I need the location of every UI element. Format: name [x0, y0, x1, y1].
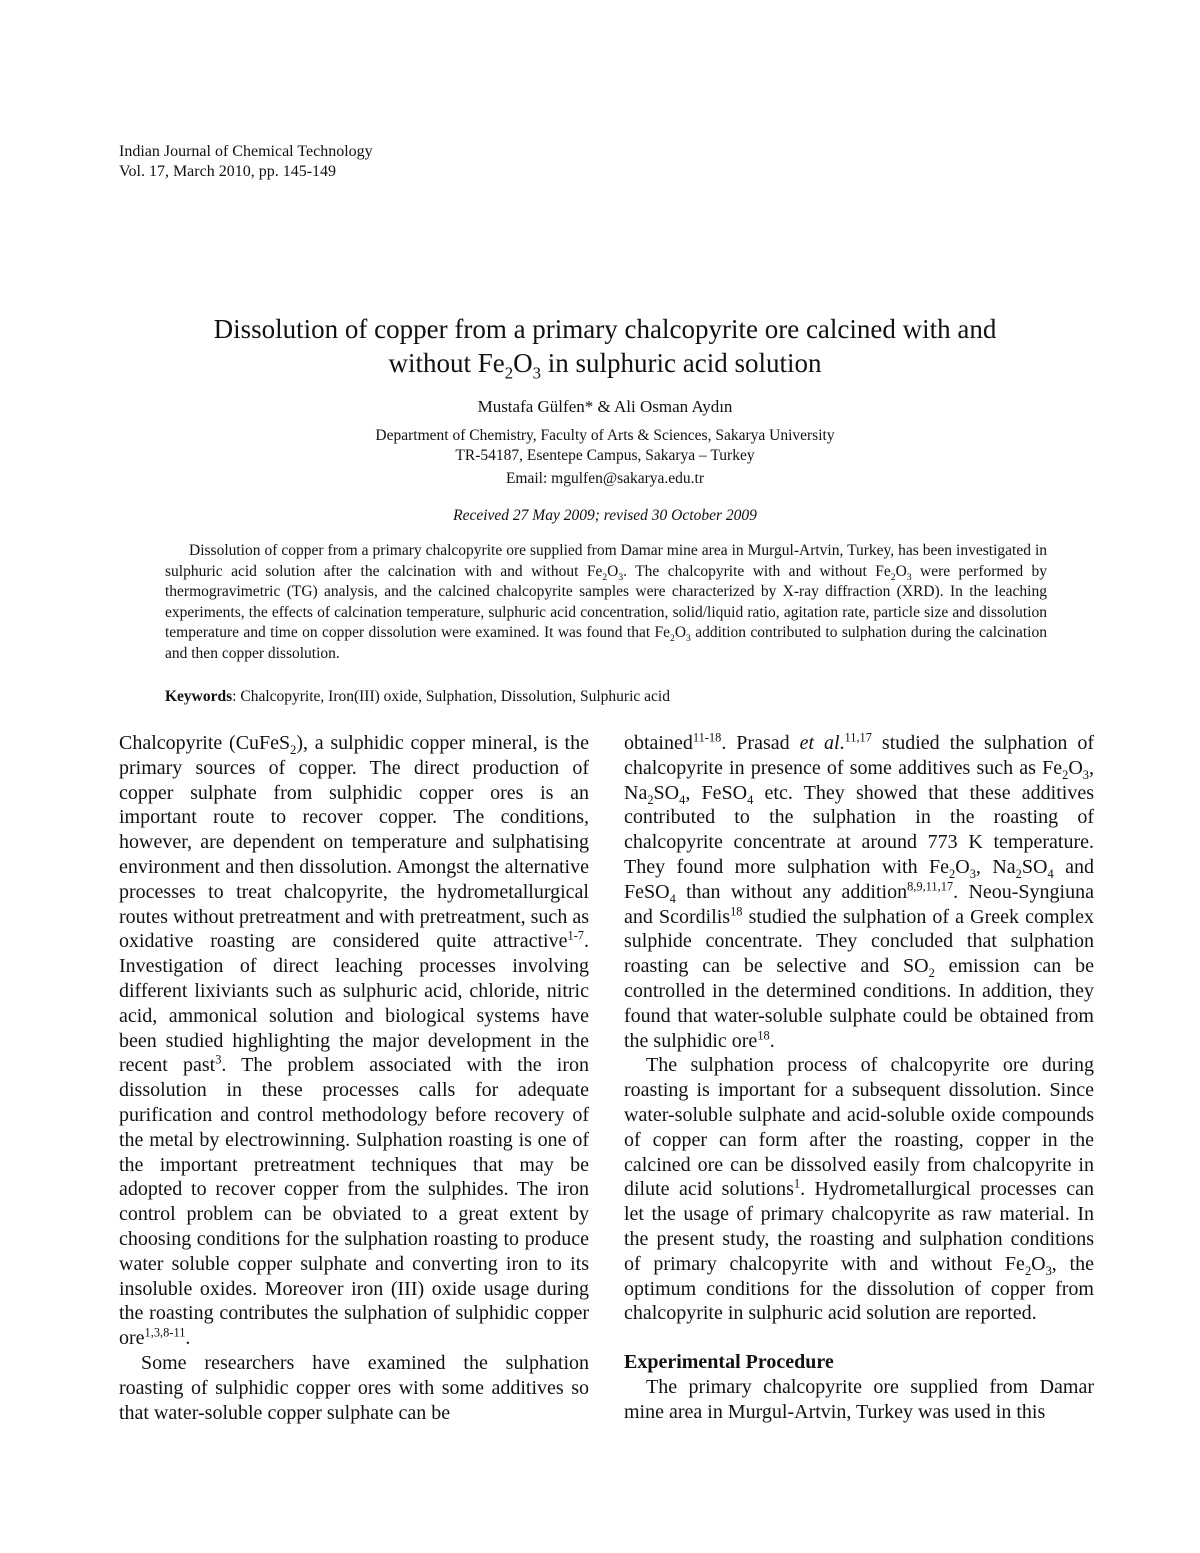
title-line-2: without $Fe_2O_3$ in sulphuric acid solution — [388, 348, 822, 383]
title-line-1: Dissolution of copper from a primary chalcopyrite ore calcined with and — [213, 314, 997, 344]
paragraph-sulphation-process: The sulphation process of chalcopyrite ore during roasting is important for a subsequent dissolution. Since water-soluble sulphate and acid-soluble oxide compounds of copper can form after the roasting, copper in the calcined ore can be dissolved easily from chalcopyrite in dilute acid solutions$^1$. Hydrometallurgical processes can let the usage of primary chalcopyrite as raw material. In the present study, the roasting and sulphation conditions of primary chalcopyrite with and without $Fe_2O_3$, the optimum conditions for the dissolution of copper from chalcopyrite in sulphuric acid solution are reported. — [624, 1054, 1094, 1325]
journal-issue: Vol. 17, March 2010, pp. 145-149 — [119, 163, 337, 180]
affiliation-line-2: TR-54187, Esentepe Campus, Sakarya – Turkey — [455, 447, 755, 464]
section-heading-experimental: Experimental Procedure — [624, 1351, 834, 1374]
author-email: Email: mgulfen@sakarya.edu.tr — [505, 470, 705, 487]
paragraph-prasad: obtained$^{11-18}$. Prasad et al.$^{11,17}$ studied the sulphation of chalcopyrite in presence of some additives such as $Fe_2O_3$, $Na_2SO_4$, FeSO$_4$ etc. They showed that these additives contributed to the sulphation in the roasting of chalcopyrite concentrate at around 773 K temperature. They found more sulphation with $Fe_2O_3$, $Na_2SO_4$ and FeSO$_4$ than without any addition$^{8,9,11,17}$. Neou-Syngiuna and Scordilis$^{18}$ studied the sulphation of a Greek complex sulphide concentrate. They concluded that sulphation roasting can be selective and $SO_2$ emission can be controlled in the determined conditions. In addition, they found that water-soluble sulphate could be obtained from the sulphidic ore$^{18}$. — [624, 730, 1095, 1052]
paragraph-researchers: Some researchers have examined the sulphation roasting of sulphidic copper ores with some additives so that water-soluble copper sulphate can be — [119, 1351, 589, 1424]
received-dates: Received 27 May 2009; revised 30 October 2009 — [453, 507, 757, 524]
keywords-label: Keywords — [165, 688, 233, 705]
keywords-text: : Chalcopyrite, Iron(III) oxide, Sulphation, Dissolution, Sulphuric acid — [232, 688, 670, 705]
abstract: Dissolution of copper from a primary chalcopyrite ore supplied from Damar mine area in Murgul-Artvin, Turkey, has been investigated in sulphuric acid solution after the calcination with and without $Fe_2O_3$. The chalcopyrite with and without $Fe_2O_3$ were performed by thermogravimetric (TG) analysis, and the calcined chalcopyrite samples were characterized by X-ray diffraction (XRD). In the leaching experiments, the effects of calcination temperature, sulphuric acid concentration, solid/liquid ratio, agitation rate, particle size and dissolution temperature and time on copper dissolution were examined. It was found that $Fe_2O_3$ addition contributed to sulphation during the calcination and then copper dissolution. — [165, 542, 1048, 662]
body-column-left — [119, 731, 589, 1425]
paper-title — [100, 312, 1110, 383]
paragraph-intro: Chalcopyrite (CuFeS$_2$), a sulphidic copper mineral, is the primary sources of copper. The direct production of copper sulphate from sulphidic copper ores is an important route to recover copper. The conditions, however, are dependent on temperature and sulphatising environment and then dissolution. Amongst the alternative processes to treat chalcopyrite, the hydrometallurgical routes without pretreatment and with pretreatment, such as oxidative roasting are considered quite attractive$^{1-7}$. Investigation of direct leaching processes involving different lixiviants such as sulphuric acid, chloride, nitric acid, ammonical solution and biological systems have been studied highlighting the major development in the recent past$^3$. The problem associated with the iron dissolution in these processes calls for adequate purification and control methodology before recovery of the metal by electrowinning. Sulphation roasting is one of the important pretreatment techniques that may be adopted to recover copper from the sulphides. The iron control problem can be obviated to a great extent by choosing conditions for the sulphation roasting to produce water soluble copper sulphate and converting iron to its insoluble oxides. Moreover iron (III) oxide usage during the roasting contributes the sulphation of sulphidic copper ore$^{1,3,8-11}$. — [119, 732, 589, 1350]
journal-name: Indian Journal of Chemical Technology — [119, 143, 373, 160]
affiliation — [100, 426, 1110, 466]
body-column-right — [624, 731, 1094, 1425]
affiliation-line-1: Department of Chemistry, Faculty of Arts & Sciences, Sakarya University — [375, 427, 835, 444]
author-list: Mustafa Gülfen* & Ali Osman Aydın — [477, 397, 733, 416]
keywords — [165, 688, 1047, 706]
paragraph-experimental: The primary chalcopyrite ore supplied from Damar mine area in Murgul-Artvin, Turkey was used in this — [624, 1375, 1094, 1423]
journal-header — [119, 142, 373, 182]
